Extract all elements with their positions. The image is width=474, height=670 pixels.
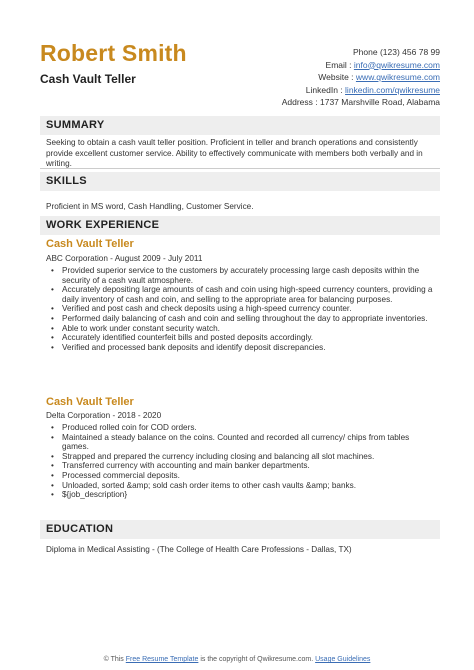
linkedin-link[interactable]: linkedin.com/qwikresume: [345, 84, 440, 95]
free-resume-template-link[interactable]: Free Resume Template: [125, 656, 199, 663]
contact-linkedin: [282, 84, 440, 97]
list-item: • Verified and post cash and check deposits using a high-speed currency counter.: [46, 304, 436, 314]
address-value: 1737 Marshville Road, Alabama: [319, 97, 440, 107]
list-item: • Accurately identified counterfeit bills and posted deposits accordingly.: [46, 333, 436, 343]
contact-phone: [282, 46, 440, 59]
experience-heading: WORK EXPERIENCE: [46, 219, 160, 231]
contact-address: [282, 96, 440, 109]
list-item: • Processed commercial deposits.: [46, 471, 436, 481]
candidate-name: Robert Smith: [40, 40, 187, 66]
list-item: • Transferred currency with accounting and main banker departments.: [46, 461, 436, 471]
skills-heading: SKILLS: [46, 175, 87, 187]
skills-section-header: [40, 172, 440, 191]
summary-section-header: [40, 116, 440, 135]
phone-label: Phone: [353, 47, 378, 57]
list-item: • Able to work under constant security watch.: [46, 324, 436, 334]
job-title-1: Cash Vault Teller: [46, 238, 134, 250]
list-item: • ${job_description}: [46, 490, 436, 500]
list-item: • Provided superior service to the customers by accurately processing large cash deposits within the security of a cash vault atmosphere.: [46, 266, 436, 285]
page-footer: [0, 656, 474, 663]
education-section-header: [40, 520, 440, 539]
summary-text: Seeking to obtain a cash vault teller position. Proficient in teller and branch operations and consistently provide excellent customer service. Ability to effectively communicate with members both verbally and in writing.: [46, 138, 423, 169]
education-heading: EDUCATION: [46, 523, 114, 535]
contact-website: [282, 71, 440, 84]
list-item: • Accurately depositing large amounts of cash and coin using high-speed currency counters, providing a daily inventory of cash and coin, and selling to the appropriate area for balancing purposes.: [46, 285, 436, 304]
job-title-2: Cash Vault Teller: [46, 396, 134, 408]
address-label: Address :: [281, 97, 318, 107]
section-divider: [40, 168, 440, 169]
candidate-title: Cash Vault Teller: [40, 72, 136, 86]
job-company-2: Delta Corporation - 2018 - 2020: [46, 411, 162, 420]
list-item: • Verified and processed bank deposits and identify deposit discrepancies.: [46, 343, 436, 353]
list-item: • Unloaded, sorted &amp; sold cash order items to other cash vaults &amp; banks.: [46, 481, 436, 491]
website-link[interactable]: www.qwikresume.com: [355, 72, 440, 82]
footer-prefix: © This: [103, 656, 124, 663]
list-item: • Produced rolled coin for COD orders.: [46, 423, 436, 433]
list-item: • Maintained a steady balance on the coins. Counted and recorded all currency/ chips from tables games.: [46, 433, 436, 452]
experience-section-header: [40, 216, 440, 235]
linkedin-label: LinkedIn :: [305, 84, 343, 95]
resume-header: [40, 40, 440, 120]
summary-heading: SUMMARY: [46, 119, 105, 131]
email-link[interactable]: info@qwikresume.com: [353, 59, 440, 70]
job-bullets-2: [46, 423, 436, 500]
website-label: Website :: [318, 72, 354, 82]
job-company-1: ABC Corporation - August 2009 - July 2011: [46, 254, 203, 263]
list-item: • Strapped and prepared the currency including closing and balancing all slot machines.: [46, 452, 436, 462]
contact-block: [282, 46, 440, 109]
list-item: • Performed daily balancing of cash and coin and selling throughout the day to appropriate inventories.: [46, 314, 436, 324]
contact-email: [282, 59, 440, 72]
usage-guidelines-link[interactable]: Usage Guidelines: [315, 656, 371, 663]
job-bullets-1: [46, 266, 436, 352]
education-text: Diploma in Medical Assisting - (The College of Health Care Professions - Dallas, TX): [46, 545, 352, 554]
footer-middle: is the copyright of Qwikresume.com.: [200, 656, 314, 663]
phone-value: (123) 456 78 99: [379, 47, 440, 57]
email-label: Email :: [325, 59, 352, 70]
skills-text: Proficient in MS word, Cash Handling, Customer Service.: [46, 202, 254, 211]
